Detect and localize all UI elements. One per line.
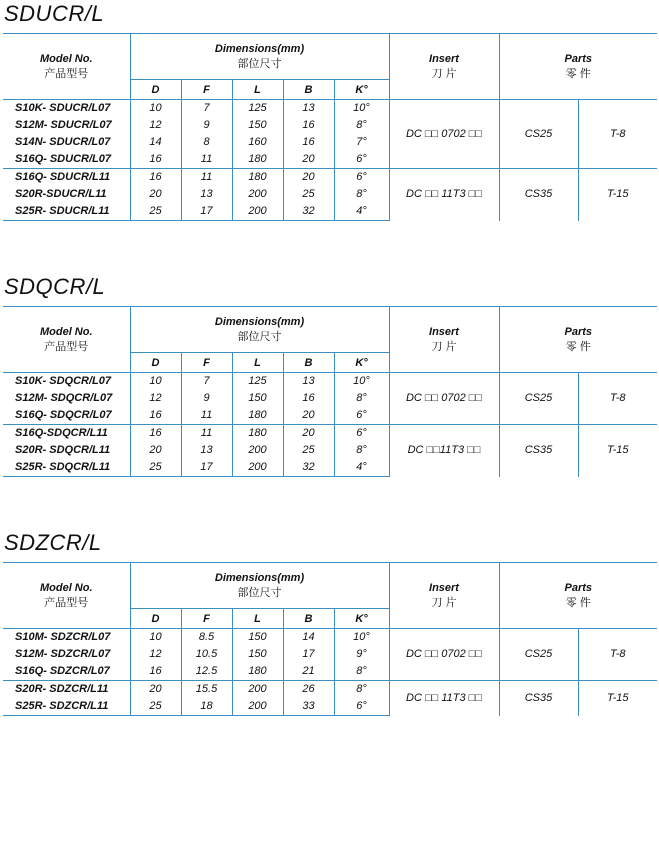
parts-header [499,563,657,629]
model-number-cell: S16Q-SDQCR/L11 [3,425,130,443]
model-no-label: Model No. [39,52,93,65]
insert-cell: DC □□ 11T3 □□ [389,681,499,716]
insert-header [389,34,499,100]
table-row [3,169,657,187]
insert-cell: DC □□ 0702 □□ [389,100,499,169]
model-no-header [3,563,130,629]
model-number-cell: S10K- SDQCR/L07 [3,373,130,391]
dimension-cell: 20 [283,151,334,169]
model-number-cell: S16Q- SDZCR/L07 [15,665,110,677]
dimension-cell: 180 [232,407,283,425]
parts-label: Parts [564,52,593,65]
model-no-label: Model No. [39,325,93,338]
section-title: SDQCR/L [4,274,106,299]
dimension-cell: 13 [181,442,232,459]
column-header: B [283,80,334,100]
dimension-cell: 17 [283,646,334,663]
column-header: D [130,80,181,100]
dimension-cell: 11 [181,151,232,169]
dimension-cell: 32 [283,459,334,477]
model-number-cell: S10M- SDZCR/L07 [3,629,130,647]
model-number-cell: S16Q- SDUCR/L11 [3,169,130,187]
part-screw-cell: CS35 [499,169,578,221]
dimension-cell: 11 [181,169,232,187]
parts-label-cn: 零 件 [565,67,591,80]
column-header: B [283,609,334,629]
dimensions-label: Dimensions(mm) [214,42,305,55]
dimension-cell: 16 [130,169,181,187]
dimension-cell: 200 [232,442,283,459]
parts-header [499,307,657,373]
dimension-cell: 4° [334,459,389,477]
dimension-cell: 6° [334,425,389,443]
dimension-cell: 6° [334,169,389,187]
dimension-cell: 21 [283,663,334,681]
dimension-cell: 9 [181,390,232,407]
dimensions-header [130,34,389,80]
dimensions-label: Dimensions(mm) [214,571,305,584]
part-screw-cell: CS25 [499,100,578,169]
table-row [3,100,657,118]
parts-label: Parts [564,581,593,594]
dimension-cell: 8.5 [181,629,232,647]
dimension-cell: 6° [334,698,389,716]
dimension-cell: 12 [130,117,181,134]
column-header: D [130,353,181,373]
model-number-cell: S20R- SDQCR/L11 [15,444,111,456]
part-screw-cell: CS25 [499,629,578,681]
insert-label-cn: 刀 片 [431,596,457,609]
dimension-cell: 10 [130,100,181,118]
column-header: K° [334,353,389,373]
dimension-cell: 8° [334,663,389,681]
dimension-cell: 25 [283,442,334,459]
dimension-cell: 150 [232,646,283,663]
dimension-cell: 8° [334,117,389,134]
model-number-cell: S25R- SDZCR/L11 [3,698,130,716]
dimension-cell: 25 [130,459,181,477]
parts-header [499,34,657,100]
dimension-cell: 7° [334,134,389,151]
model-number-cell: S12M- SDZCR/L07 [15,648,111,660]
model-number-cell: S12M- SDUCR/L07 [15,119,112,131]
spec-section [0,529,659,712]
insert-label: Insert [429,325,459,338]
dimension-cell: 16 [130,425,181,443]
dimension-cell: 32 [283,203,334,221]
dimension-cell: 16 [130,663,181,681]
part-screw-cell: CS25 [499,373,578,425]
dimension-cell: 8° [334,681,389,699]
model-number-cell: S12M- SDQCR/L07 [15,392,113,404]
spec-section [0,0,659,217]
header-row [3,34,657,80]
dimension-cell: 10 [130,629,181,647]
dimensions-label: Dimensions(mm) [214,315,305,328]
parts-label: Parts [564,325,593,338]
dimension-cell: 13 [283,100,334,118]
table-row [3,629,657,647]
table-row [3,373,657,391]
dimension-cell: 11 [181,407,232,425]
dimension-cell: 150 [232,117,283,134]
part-key-cell: T-8 [578,373,657,425]
dimension-cell: 10.5 [181,646,232,663]
column-header: L [232,353,283,373]
dimension-cell: 6° [334,151,389,169]
column-header: L [232,609,283,629]
dimension-cell: 14 [130,134,181,151]
model-number-cell: S14N- SDUCR/L07 [15,136,111,148]
column-header: F [181,80,232,100]
dimension-cell: 180 [232,663,283,681]
dimension-cell: 15.5 [181,681,232,699]
dimension-cell: 16 [283,117,334,134]
spec-table [3,562,657,716]
dimension-cell: 17 [181,203,232,221]
dimension-cell: 20 [283,169,334,187]
dimension-cell: 25 [283,186,334,203]
dimension-cell: 200 [232,459,283,477]
insert-label: Insert [429,52,459,65]
part-key-cell: T-15 [578,425,657,477]
model-no-header [3,307,130,373]
model-number-cell: S25R- SDQCR/L11 [3,459,130,477]
dimension-cell: 20 [130,186,181,203]
dimensions-label-cn: 部位尺寸 [237,330,282,343]
dimension-cell: 33 [283,698,334,716]
dimension-cell: 25 [130,203,181,221]
model-number-cell: S16Q- SDUCR/L07 [15,153,111,165]
dimension-cell: 8° [334,442,389,459]
dimension-cell: 4° [334,203,389,221]
dimension-cell: 13 [181,186,232,203]
dimension-cell: 8 [181,134,232,151]
dimension-cell: 9° [334,646,389,663]
dimension-cell: 200 [232,203,283,221]
dimension-cell: 160 [232,134,283,151]
column-header: F [181,609,232,629]
dimension-cell: 10° [334,373,389,391]
dimension-cell: 200 [232,186,283,203]
dimension-cell: 25 [130,698,181,716]
dimension-cell: 180 [232,151,283,169]
part-key-cell: T-15 [578,681,657,716]
dimension-cell: 12 [130,646,181,663]
header-row [3,563,657,609]
insert-cell: DC □□11T3 □□ [389,425,499,477]
model-number-cell: S20R- SDZCR/L11 [3,681,130,699]
column-header: B [283,353,334,373]
dimension-cell: 10° [334,629,389,647]
table-row [3,681,657,699]
model-no-label-cn: 产品型号 [44,67,89,80]
dimension-cell: 8° [334,186,389,203]
dimension-cell: 20 [283,407,334,425]
model-number-cell: S25R- SDUCR/L11 [3,203,130,221]
model-no-header [3,34,130,100]
dimensions-header [130,307,389,353]
parts-label-cn: 零 件 [565,596,591,609]
dimension-cell: 8° [334,390,389,407]
dimension-cell: 20 [130,442,181,459]
dimension-cell: 16 [283,134,334,151]
dimensions-header [130,563,389,609]
dimension-cell: 7 [181,373,232,391]
part-key-cell: T-15 [578,169,657,221]
part-key-cell: T-8 [578,100,657,169]
dimension-cell: 17 [181,459,232,477]
insert-label: Insert [429,581,459,594]
dimension-cell: 14 [283,629,334,647]
model-no-label: Model No. [39,581,93,594]
insert-label-cn: 刀 片 [431,67,457,80]
dimension-cell: 12 [130,390,181,407]
dimension-cell: 11 [181,425,232,443]
dimension-cell: 16 [130,407,181,425]
insert-cell: DC □□ 0702 □□ [389,373,499,425]
part-screw-cell: CS35 [499,681,578,716]
model-no-label-cn: 产品型号 [44,596,89,609]
dimension-cell: 125 [232,373,283,391]
insert-cell: DC □□ 11T3 □□ [389,169,499,221]
dimension-cell: 18 [181,698,232,716]
dimension-cell: 125 [232,100,283,118]
spec-section [0,273,659,473]
insert-cell: DC □□ 0702 □□ [389,629,499,681]
dimension-cell: 9 [181,117,232,134]
model-no-label-cn: 产品型号 [44,340,89,353]
model-number-cell: S16Q- SDQCR/L07 [15,409,112,421]
dimension-cell: 180 [232,169,283,187]
dimension-cell: 10° [334,100,389,118]
table-row [3,425,657,443]
dimension-cell: 10 [130,373,181,391]
model-number-cell: S20R-SDUCR/L11 [15,188,107,200]
column-header: D [130,609,181,629]
parts-label-cn: 零 件 [565,340,591,353]
dimension-cell: 20 [283,425,334,443]
dimension-cell: 16 [130,151,181,169]
dimension-cell: 150 [232,390,283,407]
part-screw-cell: CS35 [499,425,578,477]
spec-table [3,33,657,221]
dimension-cell: 13 [283,373,334,391]
dimension-cell: 180 [232,425,283,443]
dimensions-label-cn: 部位尺寸 [237,57,282,70]
dimension-cell: 150 [232,629,283,647]
column-header: K° [334,609,389,629]
dimension-cell: 26 [283,681,334,699]
part-key-cell: T-8 [578,629,657,681]
section-title: SDUCR/L [4,1,105,26]
dimension-cell: 200 [232,681,283,699]
insert-header [389,307,499,373]
dimensions-label-cn: 部位尺寸 [237,586,282,599]
dimension-cell: 7 [181,100,232,118]
spec-table [3,306,657,477]
header-row [3,307,657,353]
dimension-cell: 200 [232,698,283,716]
column-header: F [181,353,232,373]
dimension-cell: 20 [130,681,181,699]
column-header: L [232,80,283,100]
insert-label-cn: 刀 片 [431,340,457,353]
dimension-cell: 6° [334,407,389,425]
section-title: SDZCR/L [4,530,102,555]
dimension-cell: 12.5 [181,663,232,681]
column-header: K° [334,80,389,100]
model-number-cell: S10K- SDUCR/L07 [3,100,130,118]
dimension-cell: 16 [283,390,334,407]
insert-header [389,563,499,629]
